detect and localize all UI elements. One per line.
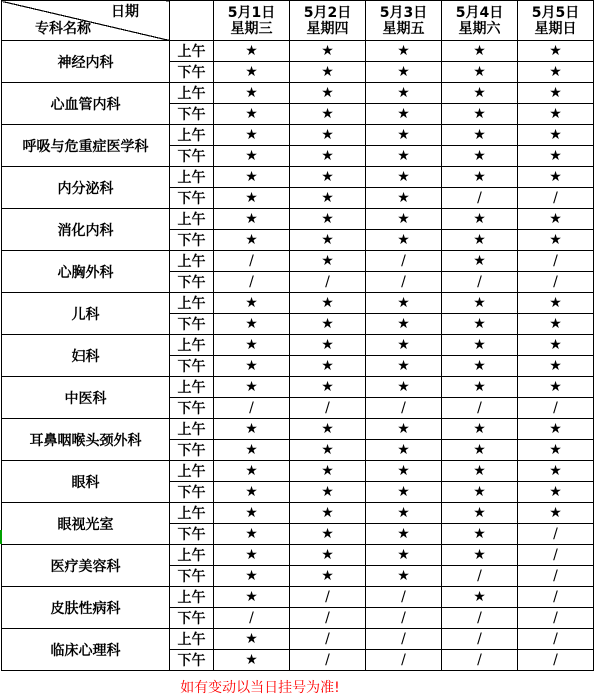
session-morning-label: 上午: [170, 209, 214, 230]
session-morning-label: 上午: [170, 587, 214, 608]
day-date: 5月5日: [531, 4, 580, 21]
clinic-open-mark: ★: [290, 41, 366, 62]
clinic-open-mark: ★: [442, 293, 518, 314]
clinic-closed-mark: /: [366, 587, 442, 608]
session-afternoon-label: 下午: [170, 608, 214, 629]
schedule-row: [2, 503, 594, 524]
session-morning-label: 上午: [170, 83, 214, 104]
day-date: 5月4日: [455, 4, 504, 21]
corner-date-label: 日期: [111, 4, 139, 20]
clinic-open-mark: ★: [366, 41, 442, 62]
session-morning-label: 上午: [170, 293, 214, 314]
clinic-open-mark: ★: [214, 104, 290, 125]
clinic-closed-mark: /: [214, 272, 290, 293]
clinic-open-mark: ★: [518, 230, 594, 251]
department-name: 心胸外科: [2, 251, 170, 293]
day-header-5: [518, 1, 594, 41]
day-date: 5月2日: [303, 4, 352, 21]
clinic-open-mark: ★: [518, 356, 594, 377]
clinic-closed-mark: /: [366, 608, 442, 629]
day-date: 5月3日: [379, 4, 428, 21]
clinic-closed-mark: /: [366, 398, 442, 419]
clinic-open-mark: ★: [442, 41, 518, 62]
clinic-open-mark: ★: [214, 377, 290, 398]
clinic-open-mark: ★: [290, 62, 366, 83]
clinic-closed-mark: /: [518, 251, 594, 272]
clinic-open-mark: ★: [214, 566, 290, 587]
schedule-table: [1, 0, 594, 671]
clinic-open-mark: ★: [366, 524, 442, 545]
clinic-open-mark: ★: [518, 314, 594, 335]
clinic-open-mark: ★: [214, 146, 290, 167]
clinic-open-mark: ★: [366, 482, 442, 503]
sheet-edge-marker: [0, 530, 2, 544]
clinic-open-mark: ★: [518, 377, 594, 398]
session-afternoon-label: 下午: [170, 650, 214, 671]
session-afternoon-label: 下午: [170, 230, 214, 251]
clinic-open-mark: ★: [366, 440, 442, 461]
clinic-open-mark: ★: [290, 461, 366, 482]
clinic-open-mark: ★: [366, 62, 442, 83]
clinic-open-mark: ★: [290, 167, 366, 188]
clinic-open-mark: ★: [214, 419, 290, 440]
clinic-open-mark: ★: [442, 440, 518, 461]
clinic-open-mark: ★: [290, 125, 366, 146]
clinic-open-mark: ★: [366, 230, 442, 251]
clinic-open-mark: ★: [518, 503, 594, 524]
clinic-closed-mark: /: [366, 272, 442, 293]
session-afternoon-label: 下午: [170, 398, 214, 419]
clinic-open-mark: ★: [214, 167, 290, 188]
clinic-closed-mark: /: [442, 272, 518, 293]
clinic-closed-mark: /: [518, 629, 594, 650]
clinic-closed-mark: /: [290, 272, 366, 293]
session-morning-label: 上午: [170, 419, 214, 440]
clinic-open-mark: ★: [366, 545, 442, 566]
clinic-open-mark: ★: [290, 377, 366, 398]
session-afternoon-label: 下午: [170, 524, 214, 545]
clinic-open-mark: ★: [366, 377, 442, 398]
corner-department-label: 专科名称: [35, 21, 91, 37]
clinic-open-mark: ★: [214, 503, 290, 524]
clinic-open-mark: ★: [442, 545, 518, 566]
corner-header-cell: [2, 1, 170, 41]
department-name: 妇科: [2, 335, 170, 377]
clinic-closed-mark: /: [518, 188, 594, 209]
session-afternoon-label: 下午: [170, 272, 214, 293]
session-morning-label: 上午: [170, 251, 214, 272]
clinic-open-mark: ★: [442, 230, 518, 251]
clinic-open-mark: ★: [290, 188, 366, 209]
schedule-row: [2, 629, 594, 650]
clinic-open-mark: ★: [518, 440, 594, 461]
department-name: 消化内科: [2, 209, 170, 251]
clinic-open-mark: ★: [442, 146, 518, 167]
clinic-closed-mark: /: [366, 629, 442, 650]
session-morning-label: 上午: [170, 125, 214, 146]
schedule-row: [2, 377, 594, 398]
session-morning-label: 上午: [170, 461, 214, 482]
clinic-closed-mark: /: [518, 398, 594, 419]
clinic-closed-mark: /: [366, 650, 442, 671]
clinic-open-mark: ★: [366, 419, 442, 440]
clinic-closed-mark: /: [518, 566, 594, 587]
clinic-open-mark: ★: [518, 41, 594, 62]
session-morning-label: 上午: [170, 503, 214, 524]
schedule-row: [2, 545, 594, 566]
clinic-closed-mark: /: [214, 251, 290, 272]
clinic-open-mark: ★: [366, 83, 442, 104]
clinic-closed-mark: /: [290, 629, 366, 650]
clinic-open-mark: ★: [214, 461, 290, 482]
clinic-open-mark: ★: [290, 251, 366, 272]
clinic-open-mark: ★: [518, 167, 594, 188]
clinic-open-mark: ★: [518, 104, 594, 125]
clinic-open-mark: ★: [518, 482, 594, 503]
clinic-open-mark: ★: [366, 335, 442, 356]
clinic-closed-mark: /: [290, 650, 366, 671]
clinic-open-mark: ★: [442, 524, 518, 545]
clinic-open-mark: ★: [290, 566, 366, 587]
clinic-open-mark: ★: [442, 482, 518, 503]
clinic-open-mark: ★: [442, 125, 518, 146]
schedule-row: [2, 587, 594, 608]
clinic-closed-mark: /: [290, 398, 366, 419]
day-header-1: [214, 1, 290, 41]
clinic-open-mark: ★: [442, 209, 518, 230]
session-afternoon-label: 下午: [170, 146, 214, 167]
clinic-open-mark: ★: [214, 629, 290, 650]
clinic-open-mark: ★: [442, 314, 518, 335]
session-afternoon-label: 下午: [170, 314, 214, 335]
clinic-open-mark: ★: [214, 440, 290, 461]
clinic-open-mark: ★: [518, 461, 594, 482]
clinic-open-mark: ★: [214, 83, 290, 104]
day-header-3: [366, 1, 442, 41]
clinic-closed-mark: /: [518, 608, 594, 629]
clinic-open-mark: ★: [214, 587, 290, 608]
clinic-closed-mark: /: [518, 587, 594, 608]
clinic-open-mark: ★: [290, 335, 366, 356]
clinic-open-mark: ★: [290, 503, 366, 524]
clinic-open-mark: ★: [366, 104, 442, 125]
clinic-open-mark: ★: [442, 251, 518, 272]
clinic-open-mark: ★: [290, 146, 366, 167]
clinic-open-mark: ★: [518, 209, 594, 230]
session-afternoon-label: 下午: [170, 62, 214, 83]
clinic-open-mark: ★: [442, 587, 518, 608]
clinic-open-mark: ★: [214, 650, 290, 671]
clinic-closed-mark: /: [214, 608, 290, 629]
clinic-open-mark: ★: [214, 293, 290, 314]
clinic-closed-mark: /: [442, 566, 518, 587]
clinic-open-mark: ★: [214, 356, 290, 377]
session-header-cell: [170, 1, 214, 41]
clinic-open-mark: ★: [214, 209, 290, 230]
clinic-open-mark: ★: [290, 293, 366, 314]
clinic-closed-mark: /: [290, 608, 366, 629]
clinic-open-mark: ★: [518, 335, 594, 356]
schedule-row: [2, 335, 594, 356]
clinic-open-mark: ★: [214, 314, 290, 335]
clinic-open-mark: ★: [442, 377, 518, 398]
clinic-open-mark: ★: [518, 83, 594, 104]
clinic-open-mark: ★: [366, 461, 442, 482]
clinic-open-mark: ★: [366, 566, 442, 587]
schedule-row: [2, 83, 594, 104]
clinic-open-mark: ★: [214, 62, 290, 83]
schedule-row: [2, 461, 594, 482]
clinic-closed-mark: /: [518, 545, 594, 566]
clinic-open-mark: ★: [442, 335, 518, 356]
clinic-open-mark: ★: [366, 356, 442, 377]
clinic-open-mark: ★: [518, 125, 594, 146]
schedule-row: [2, 293, 594, 314]
clinic-open-mark: ★: [366, 146, 442, 167]
clinic-open-mark: ★: [214, 230, 290, 251]
clinic-closed-mark: /: [442, 188, 518, 209]
schedule-row: [2, 251, 594, 272]
clinic-open-mark: ★: [214, 482, 290, 503]
clinic-closed-mark: /: [442, 398, 518, 419]
clinic-open-mark: ★: [518, 419, 594, 440]
clinic-open-mark: ★: [290, 482, 366, 503]
clinic-open-mark: ★: [290, 419, 366, 440]
department-name: 皮肤性病科: [2, 587, 170, 629]
day-weekday: 星期四: [306, 20, 349, 37]
clinic-open-mark: ★: [366, 293, 442, 314]
clinic-open-mark: ★: [442, 419, 518, 440]
clinic-closed-mark: /: [518, 524, 594, 545]
clinic-open-mark: ★: [366, 209, 442, 230]
session-morning-label: 上午: [170, 377, 214, 398]
session-afternoon-label: 下午: [170, 356, 214, 377]
header-row: [2, 1, 594, 41]
clinic-open-mark: ★: [366, 125, 442, 146]
session-morning-label: 上午: [170, 167, 214, 188]
clinic-open-mark: ★: [290, 83, 366, 104]
session-afternoon-label: 下午: [170, 482, 214, 503]
day-header-4: [442, 1, 518, 41]
clinic-open-mark: ★: [442, 461, 518, 482]
day-weekday: 星期三: [230, 20, 273, 37]
clinic-open-mark: ★: [442, 356, 518, 377]
clinic-open-mark: ★: [290, 230, 366, 251]
session-morning-label: 上午: [170, 41, 214, 62]
session-morning-label: 上午: [170, 335, 214, 356]
clinic-open-mark: ★: [290, 356, 366, 377]
department-name: 心血管内科: [2, 83, 170, 125]
department-name: 耳鼻咽喉头颈外科: [2, 419, 170, 461]
session-afternoon-label: 下午: [170, 440, 214, 461]
clinic-closed-mark: /: [518, 272, 594, 293]
department-name: 医疗美容科: [2, 545, 170, 587]
department-name: 眼视光室: [2, 503, 170, 545]
clinic-open-mark: ★: [442, 83, 518, 104]
clinic-open-mark: ★: [290, 545, 366, 566]
clinic-closed-mark: /: [442, 608, 518, 629]
schedule-row: [2, 419, 594, 440]
department-name: 儿科: [2, 293, 170, 335]
clinic-open-mark: ★: [214, 188, 290, 209]
day-header-2: [290, 1, 366, 41]
clinic-open-mark: ★: [366, 503, 442, 524]
department-name: 临床心理科: [2, 629, 170, 671]
clinic-open-mark: ★: [214, 41, 290, 62]
clinic-open-mark: ★: [290, 314, 366, 335]
schedule-row: [2, 167, 594, 188]
day-weekday: 星期六: [458, 20, 501, 37]
clinic-open-mark: ★: [214, 545, 290, 566]
clinic-open-mark: ★: [518, 293, 594, 314]
schedule-row: [2, 209, 594, 230]
clinic-open-mark: ★: [290, 104, 366, 125]
clinic-open-mark: ★: [290, 209, 366, 230]
clinic-open-mark: ★: [366, 314, 442, 335]
clinic-open-mark: ★: [518, 62, 594, 83]
schedule-row: [2, 41, 594, 62]
department-name: 神经内科: [2, 41, 170, 83]
clinic-open-mark: ★: [290, 440, 366, 461]
clinic-open-mark: ★: [518, 146, 594, 167]
clinic-closed-mark: /: [290, 587, 366, 608]
clinic-open-mark: ★: [366, 167, 442, 188]
clinic-open-mark: ★: [366, 188, 442, 209]
clinic-closed-mark: /: [518, 650, 594, 671]
clinic-open-mark: ★: [442, 62, 518, 83]
clinic-open-mark: ★: [442, 167, 518, 188]
day-date: 5月1日: [227, 4, 276, 21]
schedule-row: [2, 125, 594, 146]
clinic-open-mark: ★: [214, 125, 290, 146]
clinic-closed-mark: /: [442, 629, 518, 650]
session-morning-label: 上午: [170, 629, 214, 650]
clinic-closed-mark: /: [214, 398, 290, 419]
session-afternoon-label: 下午: [170, 104, 214, 125]
clinic-open-mark: ★: [214, 335, 290, 356]
department-name: 内分泌科: [2, 167, 170, 209]
clinic-closed-mark: /: [442, 650, 518, 671]
clinic-open-mark: ★: [214, 524, 290, 545]
clinic-open-mark: ★: [442, 104, 518, 125]
clinic-closed-mark: /: [366, 251, 442, 272]
session-afternoon-label: 下午: [170, 566, 214, 587]
department-name: 眼科: [2, 461, 170, 503]
day-weekday: 星期日: [534, 20, 577, 37]
department-name: 中医科: [2, 377, 170, 419]
session-morning-label: 上午: [170, 545, 214, 566]
clinic-open-mark: ★: [290, 524, 366, 545]
clinic-open-mark: ★: [442, 503, 518, 524]
session-afternoon-label: 下午: [170, 188, 214, 209]
department-name: 呼吸与危重症医学科: [2, 125, 170, 167]
footer-note: 如有变动以当日挂号为准!: [180, 680, 340, 696]
day-weekday: 星期五: [382, 20, 425, 37]
